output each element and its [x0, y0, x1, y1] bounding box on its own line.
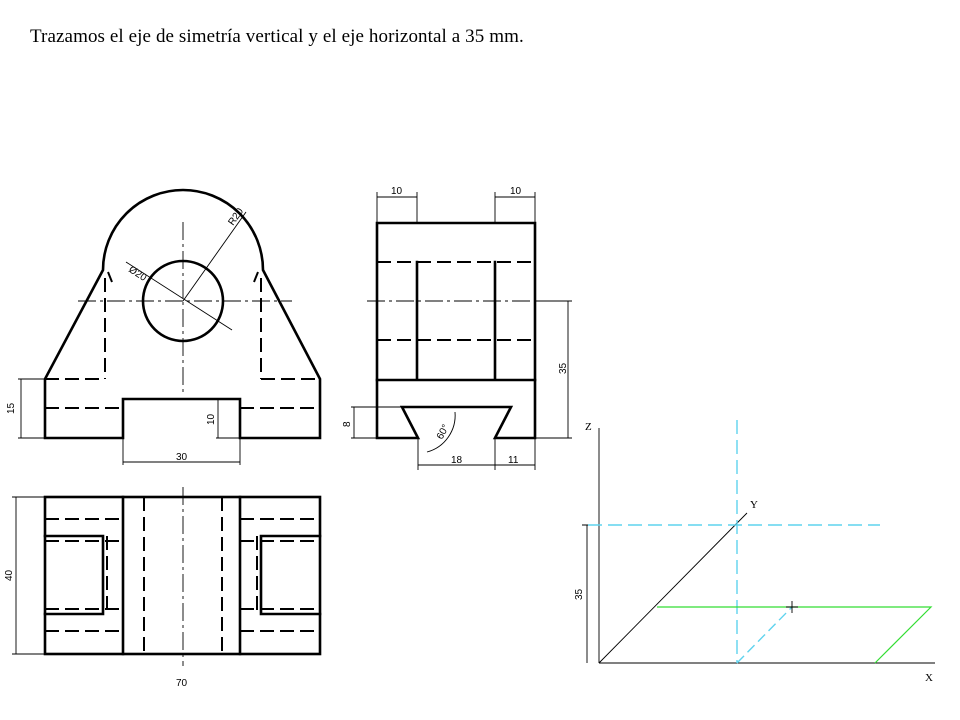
- diameter-dim-label: Ø20: [126, 264, 149, 284]
- symmetry-axis-lines: [588, 420, 880, 663]
- y-axis-line: [599, 513, 747, 663]
- front-view: [6, 190, 320, 465]
- side-dim-angle-label: 60°: [434, 422, 452, 442]
- axes-height-dim-label: 35: [574, 588, 585, 600]
- z-axis-label: Z: [585, 421, 592, 433]
- x-axis-label: X: [925, 672, 933, 684]
- side-dim-vee-depth-label: 8: [342, 421, 353, 427]
- side-view: [342, 186, 572, 470]
- height-dim-line: [18, 379, 45, 438]
- side-dim-top-right-label: 10: [510, 186, 522, 197]
- side-dim-top-left-label: 10: [391, 186, 403, 197]
- construction-diagonal: [737, 607, 792, 663]
- slot-width-dim-label: 30: [176, 452, 188, 463]
- axes-lines: [599, 428, 935, 663]
- height-dim-label: 15: [6, 402, 17, 414]
- top-view: [4, 487, 320, 689]
- axes-view: [574, 420, 935, 684]
- cursor-cross-icon: [786, 601, 798, 613]
- side-dim-vee-width-label: 18: [451, 455, 463, 466]
- front-view-outline: [45, 190, 320, 438]
- top-view-width-dim-label: 70: [176, 678, 188, 689]
- side-view-inner-lines: [377, 262, 535, 380]
- radius-dim-label: R20: [226, 206, 246, 228]
- base-outline: [657, 607, 931, 663]
- top-view-depth-dim-label: 40: [4, 569, 15, 581]
- side-view-outline: [377, 223, 535, 438]
- y-axis-label: Y: [750, 499, 758, 511]
- slot-depth-dim-label: 10: [206, 413, 217, 425]
- instruction-caption: Trazamos el eje de simetría vertical y el eje horizontal a 35 mm.: [30, 26, 524, 47]
- top-view-hidden-lines: [45, 497, 320, 654]
- side-dim-height-label: 35: [558, 362, 569, 374]
- top-view-depth-dim-line: [12, 497, 45, 654]
- side-dim-right-offset-label: 11: [508, 455, 519, 466]
- slot-depth-dim-line: [216, 399, 240, 438]
